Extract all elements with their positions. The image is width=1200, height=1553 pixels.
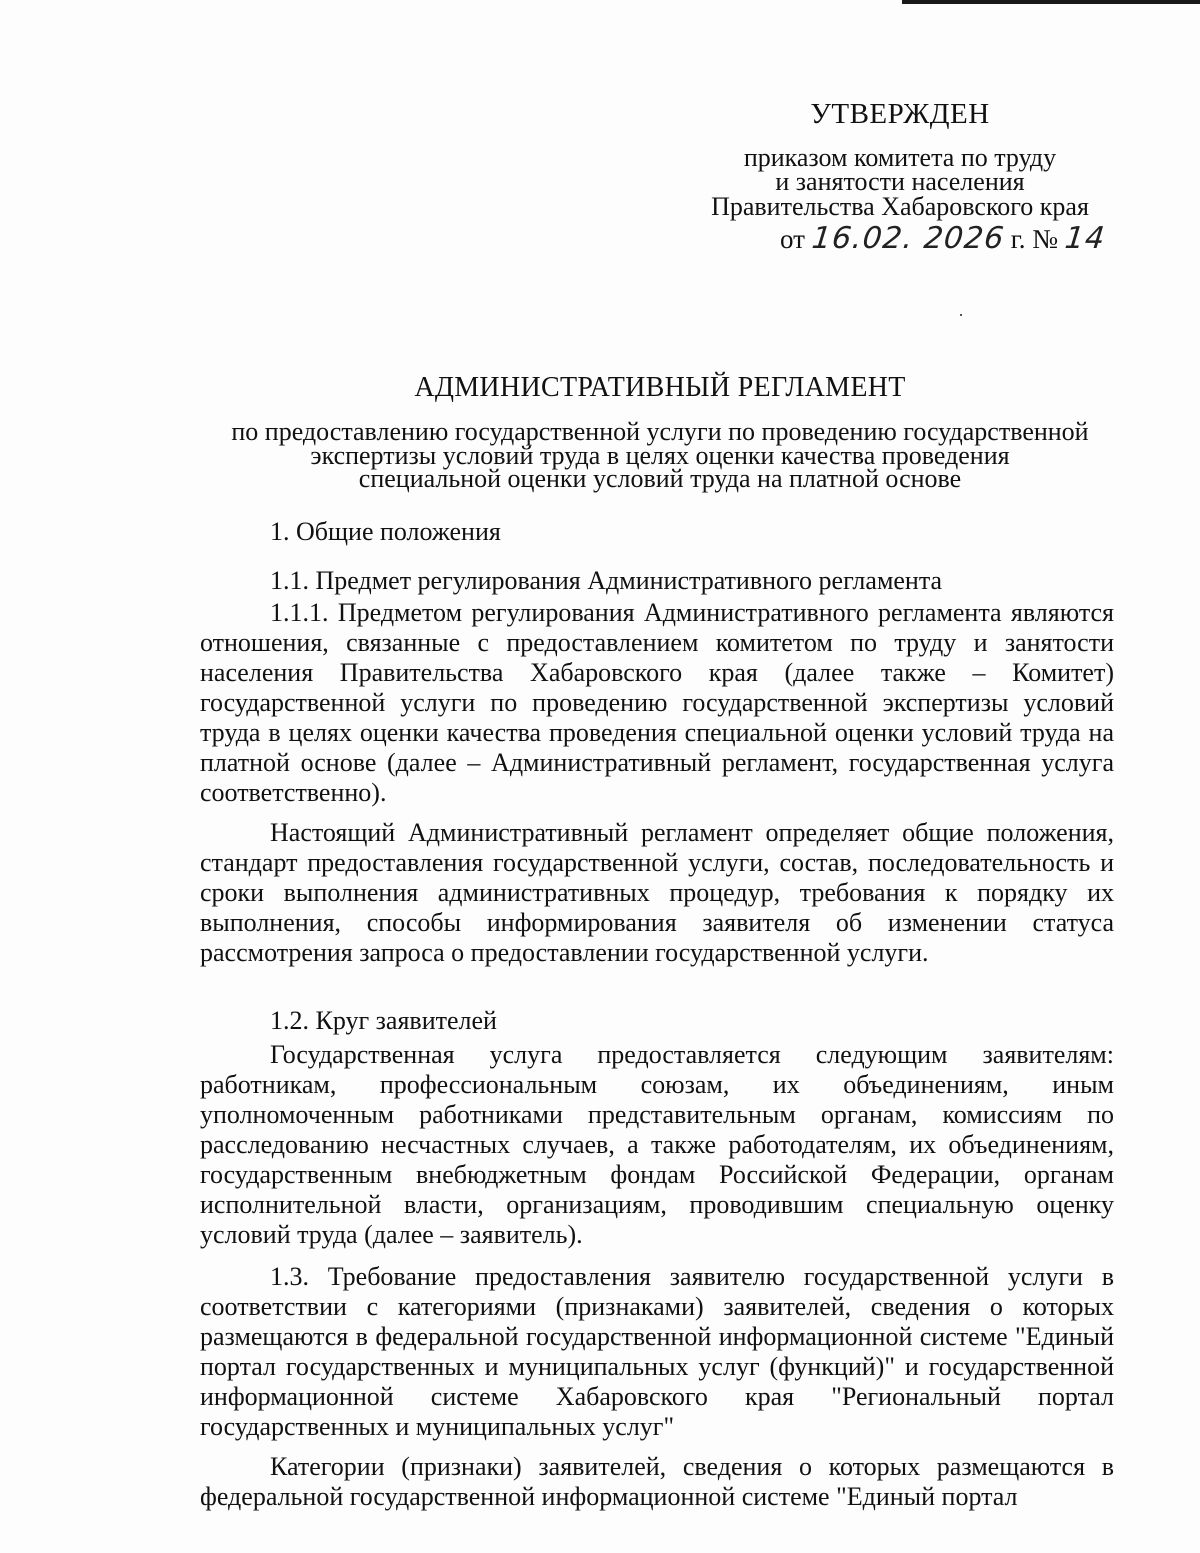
handwritten-date: 16.02. 2026	[809, 221, 1006, 256]
approval-line: Правительства Хабаровского края	[711, 192, 1089, 221]
subtitle-line: специальной оценки условий труда на платной основе	[358, 464, 962, 493]
approval-line: приказом комитета по труду	[743, 143, 1057, 172]
date-prefix: от	[780, 224, 805, 254]
paragraph: Государственная услуга предоставляется следующим заявителям: работникам, профессиональным союзам, их объединениям, иным уполномоченным работниками представительным органам, комиссиям по расследованию несчастных случаев, а также работодателям, их объединениям, государственным внебюджетным фондам Российской Федерации, органам исполнительной власти, организациям, проводившим специальную оценку условий труда (далее – заявитель).	[200, 1040, 1114, 1249]
approval-heading: УТВЕРЖДЕН	[810, 98, 990, 130]
paragraph: Настоящий Административный регламент определяет общие положения, стандарт предоставления государственной услуги, состав, последовательность и сроки выполнения административных процедур, требования к порядку их выполнения, способы информирования заявителя об изменении статуса рассмотрения запроса о предоставлении государственной услуги.	[200, 818, 1114, 967]
scan-speck	[960, 314, 962, 316]
section-heading: 1. Общие положения	[270, 517, 501, 546]
handwritten-order-number: 14	[1062, 221, 1107, 256]
subsection-heading: 1.1. Предмет регулирования Административного регламента	[270, 566, 943, 595]
approval-line: и занятости населения	[775, 167, 1025, 196]
paragraph: Категории (признаки) заявителей, сведения о которых размещаются в федеральной государственной информационной системе "Единый портал	[200, 1452, 1114, 1511]
subsection-heading: 1.2. Круг заявителей	[270, 1006, 497, 1035]
subtitle-line: экспертизы условий труда в целях оценки качества проведения	[310, 441, 1010, 470]
paragraph: 1.3. Требование предоставления заявителю государственной услуги в соответствии с категориями (признаками) заявителей, сведения о которых размещаются в федеральной государственной информационной системе "Единый портал государственных и муниципальных услуг (функций)" и государственной информационной системе Хабаровского края "Региональный портал государственных и муниципальных услуг"	[200, 1262, 1114, 1441]
approval-date-line	[780, 221, 1105, 256]
subtitle-line: по предоставлению государственной услуги по проведению государственной	[231, 417, 1089, 446]
document-title: АДМИНИСТРАТИВНЫЙ РЕГЛАМЕНТ	[414, 372, 906, 403]
date-mid: г. №	[1010, 224, 1059, 254]
paragraph: 1.1.1. Предметом регулирования Административного регламента являются отношения, связанные с предоставлением комитетом по труду и занятости населения Правительства Хабаровского края (далее также – Комитет) государственной услуги по проведению государственной экспертизы условий труда в целях оценки качества проведения специальной оценки условий труда на платной основе (далее – Административный регламент, государственная услуга соответственно).	[200, 598, 1114, 807]
scan-edge-rule	[902, 0, 1200, 4]
